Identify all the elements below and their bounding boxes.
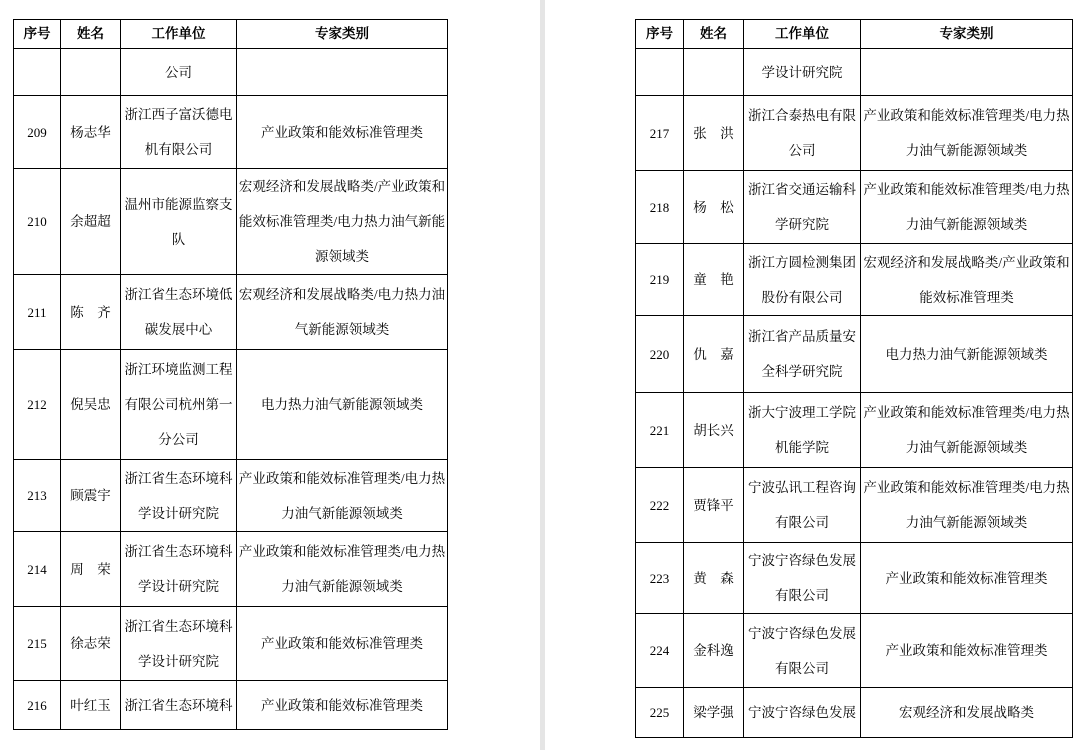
cell-name: 金科逸: [684, 614, 744, 688]
cell-serial-number: 218: [636, 171, 684, 244]
cell-work-unit: 宁波宁咨绿色发展有限公司: [744, 614, 861, 688]
column-header-name: 姓名: [684, 20, 744, 49]
table-row: [14, 532, 448, 607]
cell-name: 童 艳: [684, 244, 744, 316]
cell-name: 贾锋平: [684, 468, 744, 543]
cell-work-unit: 浙江方圆检测集团股份有限公司: [744, 244, 861, 316]
cell-serial-number: 210: [14, 169, 61, 275]
cell-name: 徐志荣: [61, 607, 121, 681]
table-row: [636, 49, 1073, 96]
table-row: [14, 169, 448, 275]
table-row: [636, 171, 1073, 244]
page-gap-divider: [540, 0, 545, 750]
cell-expert-category: 产业政策和能效标准管理类/电力热力油气新能源领域类: [861, 393, 1073, 468]
table-row: [636, 543, 1073, 614]
cell-expert-category: [861, 49, 1073, 96]
cell-name: 余超超: [61, 169, 121, 275]
cell-work-unit: 公司: [121, 49, 237, 96]
cell-expert-category: [237, 49, 448, 96]
cell-serial-number: 211: [14, 275, 61, 350]
cell-serial-number: [636, 49, 684, 96]
cell-work-unit: 浙江省生态环境科: [121, 681, 237, 730]
cell-name: 黄 森: [684, 543, 744, 614]
cell-work-unit: 浙江环境监测工程有限公司杭州第一分公司: [121, 350, 237, 460]
cell-serial-number: 217: [636, 96, 684, 171]
cell-serial-number: 225: [636, 688, 684, 738]
cell-name: 杨志华: [61, 96, 121, 169]
table-row: [636, 614, 1073, 688]
table-row: [636, 96, 1073, 171]
cell-expert-category: 宏观经济和发展战略类/产业政策和能效标准管理类/电力热力油气新能源领域类: [237, 169, 448, 275]
cell-serial-number: 220: [636, 316, 684, 393]
cell-work-unit: 浙江省产品质量安全科学研究院: [744, 316, 861, 393]
cell-work-unit: 宁波宁咨绿色发展有限公司: [744, 543, 861, 614]
column-header-serial-number: 序号: [14, 20, 61, 49]
cell-name: [684, 49, 744, 96]
cell-expert-category: 产业政策和能效标准管理类/电力热力油气新能源领域类: [861, 468, 1073, 543]
cell-name: [61, 49, 121, 96]
table-row: [14, 607, 448, 681]
cell-serial-number: 221: [636, 393, 684, 468]
cell-expert-category: 产业政策和能效标准管理类: [861, 614, 1073, 688]
table-row: [636, 244, 1073, 316]
cell-work-unit: 浙江省生态环境科学设计研究院: [121, 532, 237, 607]
header-row: [14, 20, 448, 49]
cell-expert-category: 宏观经济和发展战略类/产业政策和能效标准管理类: [861, 244, 1073, 316]
cell-name: 仇 嘉: [684, 316, 744, 393]
table-row: [636, 316, 1073, 393]
table-row: [14, 350, 448, 460]
cell-name: 杨 松: [684, 171, 744, 244]
cell-serial-number: 222: [636, 468, 684, 543]
cell-work-unit: 浙江省生态环境科学设计研究院: [121, 607, 237, 681]
cell-work-unit: 浙江西子富沃德电机有限公司: [121, 96, 237, 169]
column-header-expert-category: 专家类别: [237, 20, 448, 49]
cell-serial-number: 223: [636, 543, 684, 614]
cell-work-unit: 宁波弘讯工程咨询有限公司: [744, 468, 861, 543]
cell-expert-category: 电力热力油气新能源领域类: [861, 316, 1073, 393]
column-header-work-unit: 工作单位: [744, 20, 861, 49]
cell-name: 胡长兴: [684, 393, 744, 468]
cell-serial-number: 213: [14, 460, 61, 532]
cell-name: 梁学强: [684, 688, 744, 738]
cell-name: 倪吴忠: [61, 350, 121, 460]
cell-expert-category: 电力热力油气新能源领域类: [237, 350, 448, 460]
cell-serial-number: 215: [14, 607, 61, 681]
header-row: [636, 20, 1073, 49]
column-header-serial-number: 序号: [636, 20, 684, 49]
table-row: [14, 681, 448, 730]
cell-work-unit: 浙大宁波理工学院机能学院: [744, 393, 861, 468]
cell-name: 张 洪: [684, 96, 744, 171]
expert-table-right-page: [635, 19, 1073, 738]
column-header-expert-category: 专家类别: [861, 20, 1073, 49]
cell-expert-category: 宏观经济和发展战略类: [861, 688, 1073, 738]
cell-work-unit: 学设计研究院: [744, 49, 861, 96]
column-header-name: 姓名: [61, 20, 121, 49]
table-row: [636, 468, 1073, 543]
cell-work-unit: 浙江省生态环境科学设计研究院: [121, 460, 237, 532]
cell-expert-category: 产业政策和能效标准管理类: [237, 681, 448, 730]
cell-expert-category: 宏观经济和发展战略类/电力热力油气新能源领域类: [237, 275, 448, 350]
cell-expert-category: 产业政策和能效标准管理类/电力热力油气新能源领域类: [861, 96, 1073, 171]
cell-serial-number: 224: [636, 614, 684, 688]
cell-serial-number: [14, 49, 61, 96]
table-row: [636, 688, 1073, 738]
cell-work-unit: 温州市能源监察支队: [121, 169, 237, 275]
cell-name: 顾震宇: [61, 460, 121, 532]
cell-name: 叶红玉: [61, 681, 121, 730]
cell-expert-category: 产业政策和能效标准管理类/电力热力油气新能源领域类: [861, 171, 1073, 244]
table-row: [14, 460, 448, 532]
cell-serial-number: 216: [14, 681, 61, 730]
table-row: [14, 96, 448, 169]
table-row: [14, 49, 448, 96]
cell-serial-number: 219: [636, 244, 684, 316]
table-row: [14, 275, 448, 350]
cell-name: 陈 齐: [61, 275, 121, 350]
column-header-work-unit: 工作单位: [121, 20, 237, 49]
cell-expert-category: 产业政策和能效标准管理类: [237, 607, 448, 681]
cell-serial-number: 212: [14, 350, 61, 460]
cell-work-unit: 浙江省生态环境低碳发展中心: [121, 275, 237, 350]
cell-expert-category: 产业政策和能效标准管理类/电力热力油气新能源领域类: [237, 460, 448, 532]
cell-work-unit: 宁波宁咨绿色发展: [744, 688, 861, 738]
cell-name: 周 荣: [61, 532, 121, 607]
cell-serial-number: 209: [14, 96, 61, 169]
cell-work-unit: 浙江合泰热电有限公司: [744, 96, 861, 171]
cell-expert-category: 产业政策和能效标准管理类: [237, 96, 448, 169]
cell-expert-category: 产业政策和能效标准管理类/电力热力油气新能源领域类: [237, 532, 448, 607]
cell-expert-category: 产业政策和能效标准管理类: [861, 543, 1073, 614]
expert-table-left-page: [13, 19, 448, 730]
cell-work-unit: 浙江省交通运输科学研究院: [744, 171, 861, 244]
table-row: [636, 393, 1073, 468]
cell-serial-number: 214: [14, 532, 61, 607]
